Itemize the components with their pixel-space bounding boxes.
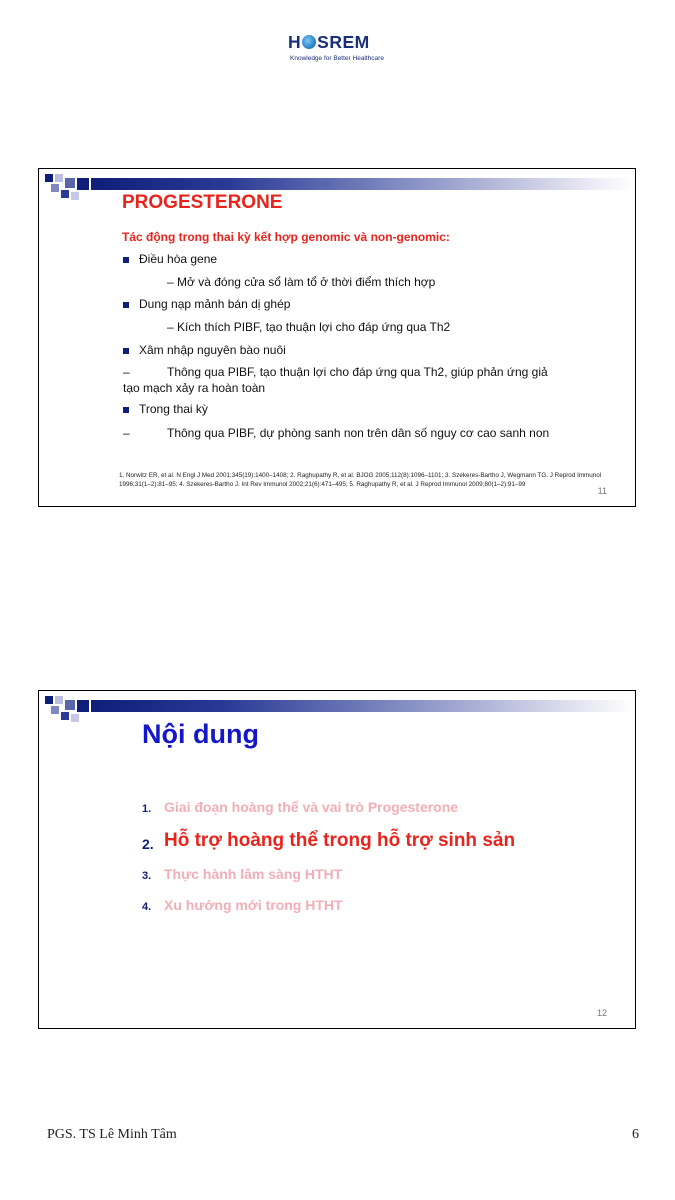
list-item-number: 3.	[142, 870, 152, 882]
list-item-number: 1.	[142, 803, 152, 815]
slide-number: 11	[597, 486, 607, 496]
bullet-text: Xâm nhập nguyên bào nuôi	[139, 343, 286, 357]
bullet-icon	[123, 302, 129, 308]
list-item: Thực hành lâm sàng HTHT	[164, 866, 343, 882]
dash-marker: –	[123, 365, 130, 379]
list-item: Giai đoạn hoàng thể và vai trò Progesterone	[164, 799, 459, 815]
slide-number: 12	[596, 1008, 607, 1018]
references: 1. Norwitz ER, et al. N Engl J Med 2001;345(19):1400–1408; 2. Raghupathy R, et al. BJOG 2005;112(8):1096–1101; 3. Szekeres-Bartho J, Wegmann TG. J Reprod Immunol 1996;31(1–2):81–95; 4. Szekeres-Bartho J. Int Rev Immunol 2002;21(6):471–495; 5. Raghupathy R, et al. J Reprod Immunol 2009;80(1–2):91–99	[119, 472, 602, 488]
slide-progesterone	[38, 168, 636, 507]
sub-bullet-text: – Kích thích PIBF, tạo thuận lợi cho đáp ứng qua Th2	[167, 320, 451, 334]
sub-bullet-continuation: tạo mạch xảy ra hoàn toàn	[123, 381, 266, 395]
slide-title: PROGESTERONE	[122, 192, 283, 213]
slide-subtitle: Tác động trong thai kỳ kết hợp genomic và non-genomic:	[122, 230, 450, 244]
slide-decoration	[39, 691, 639, 731]
list-item: Xu hướng mới trong HTHT	[164, 897, 343, 913]
footer-author: PGS. TS Lê Minh Tâm	[47, 1127, 177, 1142]
slide-contents	[38, 690, 636, 1029]
logo-wordmark	[288, 32, 370, 53]
sub-bullet-text: Thông qua PIBF, tạo thuận lợi cho đáp ứng qua Th2, giúp phản ứng giả	[167, 365, 548, 379]
list-item-number: 4.	[142, 901, 152, 913]
sub-bullet-text: – Mở và đóng cửa sổ làm tổ ở thời điểm thích hợp	[167, 275, 436, 289]
bullet-icon	[123, 257, 129, 263]
logo-prefix: H	[288, 32, 302, 52]
footer-page-number: 6	[632, 1127, 639, 1142]
sub-bullet-text: Thông qua PIBF, dự phòng sanh non trên dân số nguy cơ cao sanh non	[167, 426, 550, 440]
logo-tagline: Knowledge for Better Healthcare	[290, 55, 384, 62]
logo-suffix: SREM	[317, 32, 370, 52]
list-item-active: Hỗ trợ hoàng thể trong hỗ trợ sinh sản	[164, 830, 516, 851]
globe-icon	[302, 35, 316, 49]
bullet-text: Trong thai kỳ	[139, 402, 208, 416]
dash-marker: –	[123, 426, 130, 440]
bullet-text: Dung nạp mảnh bán dị ghép	[139, 297, 291, 311]
bullet-text: Điều hòa gene	[139, 252, 218, 266]
bullet-icon	[123, 348, 129, 354]
list-item-number: 2.	[142, 836, 154, 852]
hosrem-logo	[288, 32, 392, 66]
bullet-icon	[123, 407, 129, 413]
slide-title: Nội dung	[142, 719, 259, 749]
